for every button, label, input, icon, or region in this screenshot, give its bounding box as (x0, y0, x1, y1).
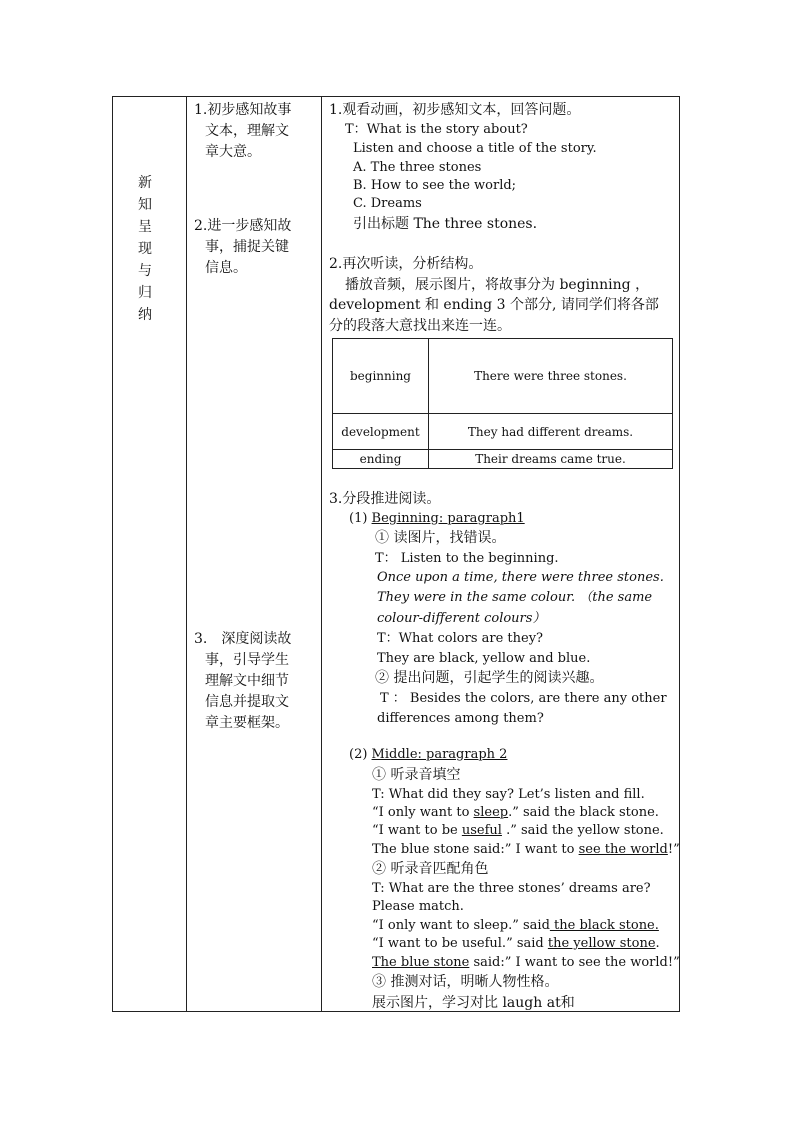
part-2-quote-3: The blue stone said:” I want to see the world!” (372, 842, 680, 857)
part-2-match-2: “I want to be useful.” said the yellow stone. (372, 936, 660, 951)
part-1-sub-1: ① 读图片，找错误。 (375, 530, 506, 546)
part-1-story-line-3: colour-different colours） (377, 611, 546, 626)
match-part: development (333, 414, 429, 450)
goal-3-line-2: 事，引导学生 (205, 652, 289, 668)
step-1-heading: 1.观看动画，初步感知文本，回答问题。 (329, 102, 581, 118)
part-1-story-line-2: They were in the same colour. （the same (377, 590, 653, 605)
part-2-quote-2: “I want to be useful .” said the yellow stone. (372, 823, 664, 838)
goal-1-line-2: 文本，理解文 (205, 123, 289, 139)
part-2-last-line: 展示图片，学习对比 laugh at和 (372, 995, 575, 1011)
part-1-t-listen: T： Listen to the beginning. (375, 551, 559, 566)
part-1-t-besides-2: differences among them? (377, 711, 544, 726)
match-summary: There were three stones. (429, 339, 673, 414)
step-1-question: T：What is the story about? (345, 122, 528, 137)
option-b: B. How to see the world; (353, 178, 517, 193)
stage-title-text: 新 知 呈 现 与 归 纳 (138, 175, 152, 323)
goal-2-line-2: 事，捕捉关键 (205, 239, 289, 255)
part-1-t-besides-1: T ： Besides the colors, are there any other (380, 691, 667, 706)
goal-2-line-3: 信息。 (205, 260, 247, 276)
structure-match-table (332, 338, 673, 469)
step-2-line-1: 播放音频，展示图片，将故事分为 beginning ， (345, 277, 650, 293)
goal-1-line-3: 章大意。 (205, 144, 261, 160)
part-2-sub-3: ③ 推测对话，明晰人物性格。 (372, 974, 559, 990)
step-1-instruction: Listen and choose a title of the story. (353, 141, 597, 156)
goal-3-line-1: 3. 深度阅读故 (194, 631, 292, 647)
goal-3-line-3: 理解文中细节 (205, 673, 289, 689)
part-1-label: (1) Beginning: paragraph1 (349, 511, 525, 526)
part-2-please-match: Please match. (372, 899, 464, 914)
step-1-result: 引出标题 The three stones. (353, 216, 538, 232)
part-2-t-dreams: T: What are the three stones’ dreams are? (372, 881, 651, 896)
option-a: A. The three stones (353, 160, 482, 175)
goal-3-line-5: 章主要框架。 (205, 715, 289, 731)
match-row (333, 450, 673, 469)
match-part: beginning (333, 339, 429, 414)
option-c: C. Dreams (353, 196, 422, 211)
stage-title (134, 172, 156, 326)
part-1-t-colors: T：What colors are they? (377, 631, 544, 646)
goal-3-line-4: 信息并提取文 (205, 694, 289, 710)
step-2-heading: 2.再次听读，分析结构。 (329, 256, 483, 272)
part-2-label: (2) Middle: paragraph 2 (349, 747, 508, 762)
part-2-sub-1: ① 听录音填空 (372, 767, 461, 783)
step-3-heading: 3.分段推进阅读。 (329, 491, 441, 507)
part-2-sub-2: ② 听录音匹配角色 (372, 861, 489, 877)
step-2-line-3: 分的段落大意找出来连一连。 (329, 318, 511, 334)
part-2-quote-1: “I only want to sleep.” said the black stone. (372, 805, 659, 820)
part-1-answer: They are black, yellow and blue. (377, 651, 591, 666)
match-summary: They had different dreams. (429, 414, 673, 450)
part-1-story-line-1: Once upon a time, there were three stones. (377, 570, 664, 585)
part-2-t-said: T: What did they say? Let’s listen and fill. (372, 787, 645, 802)
match-row (333, 414, 673, 450)
column-divider-1 (186, 97, 187, 1011)
goal-1-line-1: 1.初步感知故事 (194, 102, 292, 118)
match-summary: Their dreams came true. (429, 450, 673, 469)
goal-2-line-1: 2.进一步感知故 (194, 218, 292, 234)
step-2-line-2: development 和 ending 3 个部分, 请同学们将各部 (329, 297, 659, 313)
column-divider-2 (321, 97, 322, 1011)
part-1-sub-2: ② 提出问题，引起学生的阅读兴趣。 (375, 670, 604, 686)
match-part: ending (333, 450, 429, 469)
part-2-match-3: The blue stone said:” I want to see the world!” (372, 955, 680, 970)
match-row (333, 339, 673, 414)
part-2-match-1: “I only want to sleep.” said the black stone. (372, 918, 659, 933)
